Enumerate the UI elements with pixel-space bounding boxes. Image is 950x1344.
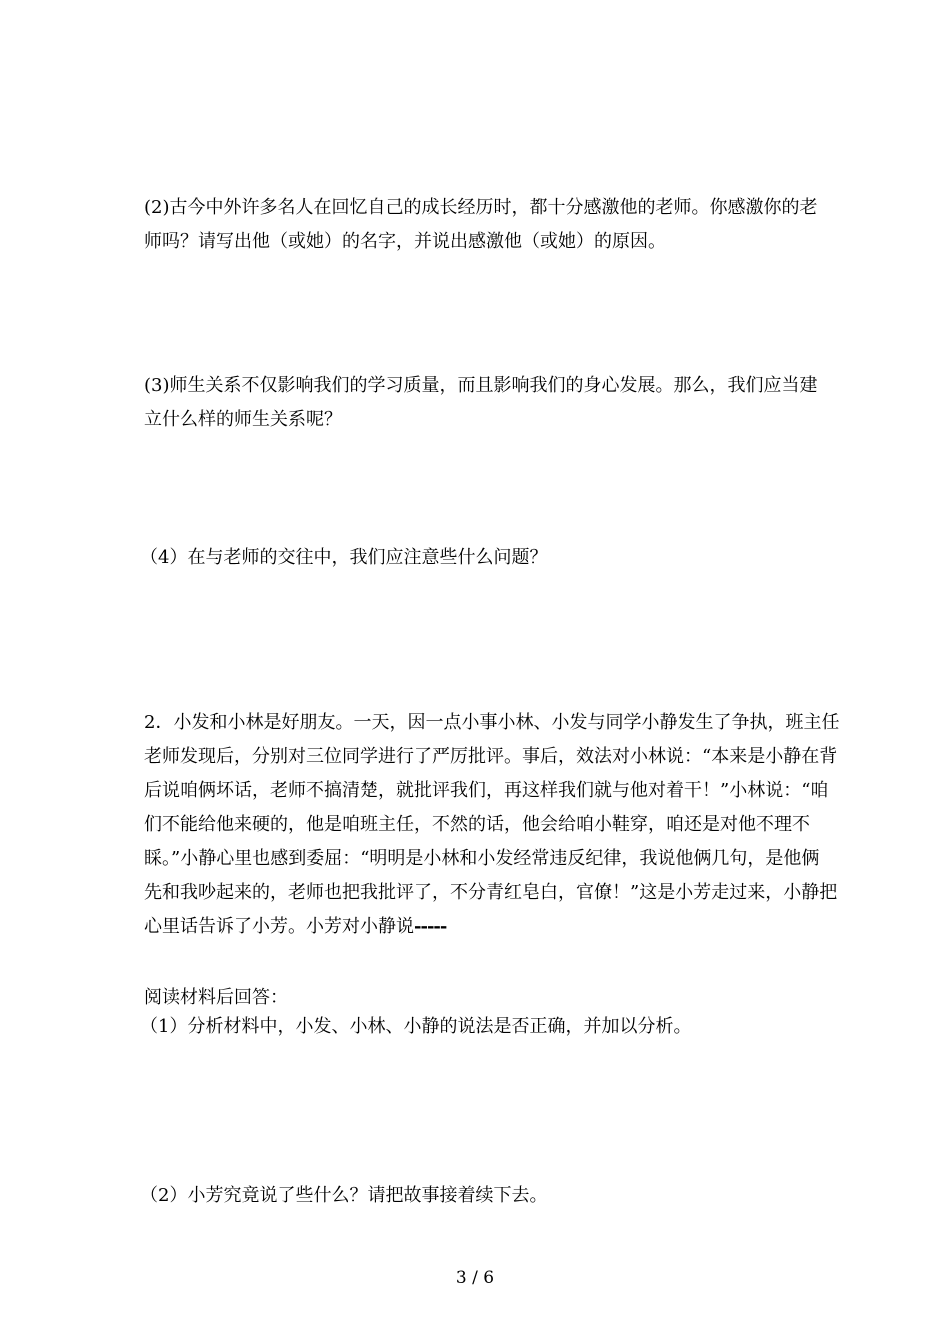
page-number: 3 / 6 (455, 1268, 495, 1288)
material-line-7-text: 心里话告诉了小芳。小芳对小静说 (144, 916, 414, 937)
reading-prompt: 阅读材料后回答： (144, 987, 288, 1008)
question-2-line-1: (2)古今中外许多名人在回忆自己的成长经历时，都十分感激他的老师。你感激你的老 (144, 197, 818, 218)
material-line-5: 睬。”小静心里也感到委屈：“明明是小林和小发经常违反纪律，我说他俩几句，是他俩 (144, 848, 820, 869)
material-line-3: 后说咱俩坏话，老师不搞清楚，就批评我们，再这样我们就与他对着干！”小林说：“咱 (144, 780, 829, 801)
question-2-line-2: 师吗？请写出他（或她）的名字，并说出感激他（或她）的原因。 (144, 231, 666, 252)
material-paragraph (144, 706, 860, 944)
material-trailing-dashes: ----- (414, 916, 447, 937)
sub-question-1: （1）分析材料中，小发、小林、小静的说法是否正确，并加以分析。 (140, 1016, 692, 1037)
material-line-1: 2．小发和小林是好朋友。一天，因一点小事小林、小发与同学小静发生了争执，班主任 (144, 712, 840, 733)
question-2 (144, 191, 860, 259)
material-line-7 (144, 910, 860, 944)
material-line-2: 老师发现后，分别对三位同学进行了严厉批评。事后，效法对小林说：“本来是小静在背 (144, 746, 838, 767)
question-3 (144, 369, 860, 437)
question-3-line-2: 立什么样的师生关系呢？ (144, 409, 342, 430)
question-3-line-1: (3)师生关系不仅影响我们的学习质量，而且影响我们的身心发展。那么，我们应当建 (144, 375, 818, 396)
sub-question-2: （2）小芳究竟说了些什么？请把故事接着续下去。 (140, 1185, 548, 1206)
material-line-6: 先和我吵起来的，老师也把我批评了，不分青红皂白，官僚！”这是小芳走过来，小静把 (144, 882, 838, 903)
material-line-4: 们不能给他来硬的，他是咱班主任，不然的话，他会给咱小鞋穿，咱还是对他不理不 (144, 814, 810, 835)
question-4: （4）在与老师的交往中，我们应注意些什么问题？ (140, 547, 548, 568)
